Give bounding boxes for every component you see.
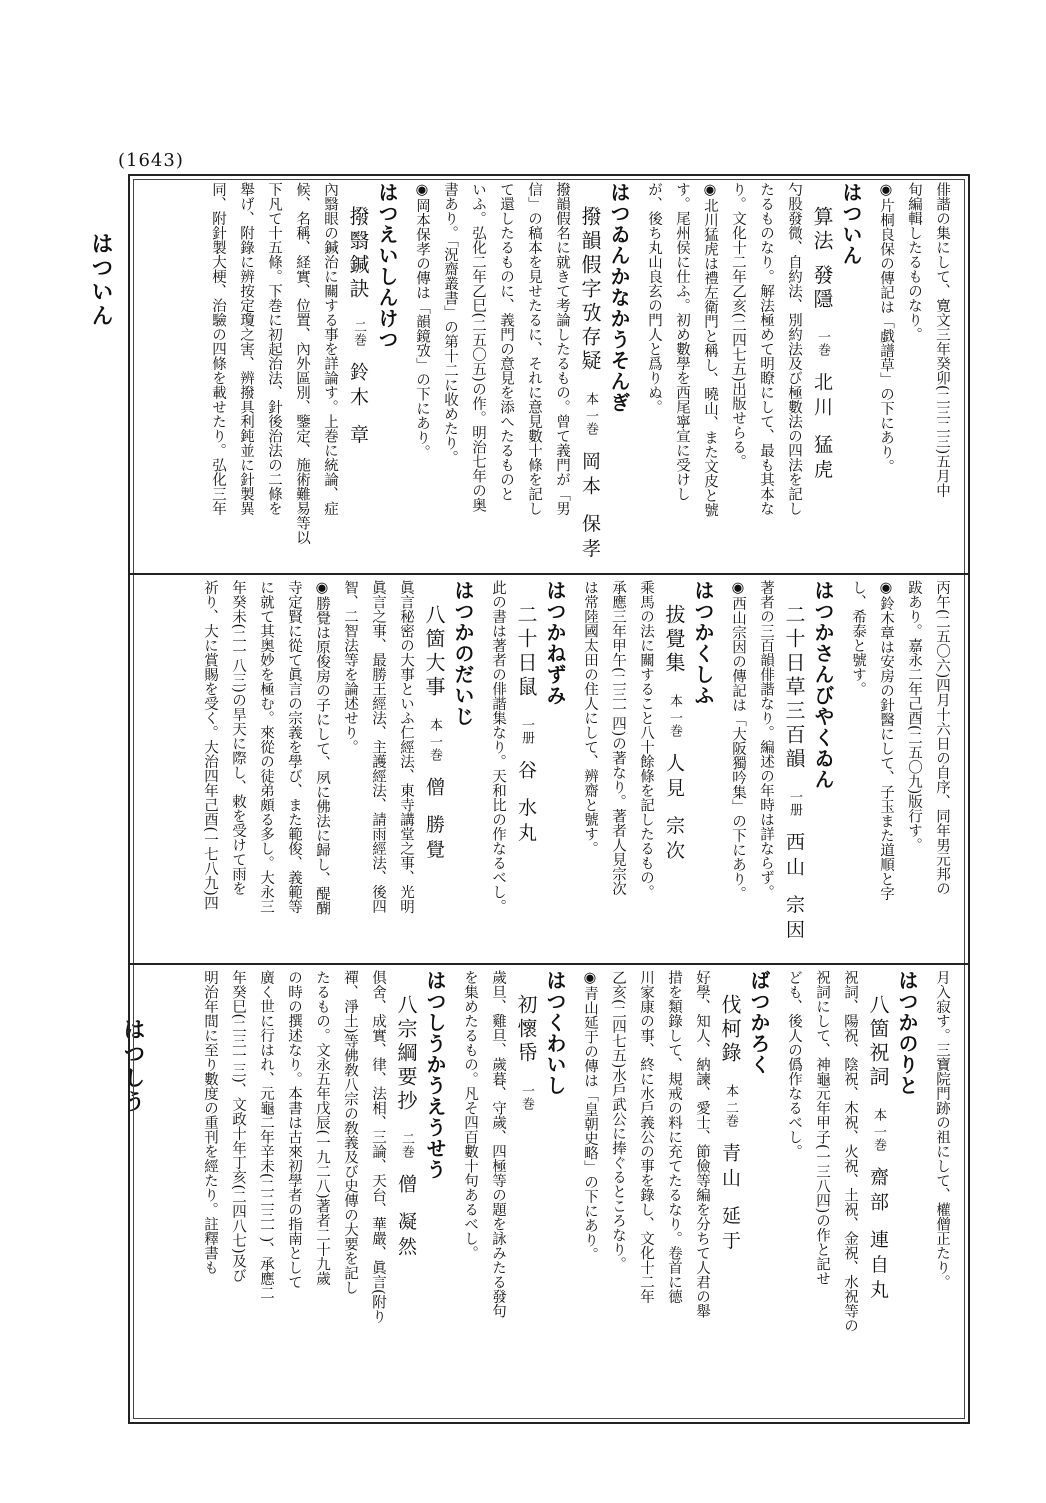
- body-line: 信」の稿本を見せたるに、それに意見數十條を記し: [526, 182, 542, 516]
- entry-volumes: 二巻: [351, 320, 366, 346]
- body-line: 舉げ、附錄に辨按定瓊之害、辨撥具利鈍並に針製異: [238, 182, 254, 516]
- entry-title-row: [344, 182, 373, 568]
- body-line: し、希泰と號す。: [850, 580, 866, 696]
- body-line: が、後ち丸山良玄の門人と爲りぬ。: [646, 182, 662, 414]
- entry-title-row: [864, 970, 893, 1418]
- body-line: 廣く世に行はれ、元龜二年辛未(二二三一)、承應二: [258, 970, 274, 1301]
- body-line: 旬編輯したるものなり。: [906, 182, 922, 342]
- entry-title: 二十日草三百韻: [782, 604, 806, 772]
- entry-title-row: [392, 970, 421, 1418]
- body-line: に就て其奥妙を極む。來從の徒弟頗る多し。大永三: [258, 580, 274, 914]
- body-line: 下凡て十五條。下巻に初起治法、針後治法の二條を: [266, 182, 282, 516]
- entry-heading: はついん: [839, 182, 863, 266]
- dictionary-entry: [640, 182, 866, 568]
- dictionary-entry: [456, 970, 570, 1418]
- entry-title: 拔覺集: [662, 604, 686, 676]
- body-line: ◉鈴木章は安房の針醫にして、子玉また道順と字: [878, 580, 894, 901]
- body-line: り。文化十二年乙亥(二四七五)出版せらる。: [730, 182, 746, 469]
- band-divider: [128, 573, 970, 575]
- entry-title: 八箇大事: [422, 604, 446, 700]
- entry-volumes: 本 一巻: [667, 694, 682, 738]
- entry-volumes: 本 一巻: [427, 718, 442, 762]
- entry-author: 青山 延于: [719, 1143, 741, 1256]
- body-line: 祈り、大に賞賜を受く。大治四年己酉(一七八九)四: [202, 580, 218, 911]
- body-line: ◉勝覺は原俊房の子にして、夙に佛法に歸し、醍醐: [314, 580, 330, 915]
- body-line: 明治年間に至り數度の重刊を經たり。註釋書も: [202, 970, 218, 1275]
- entry-heading: はつえいしんけつ: [375, 182, 399, 350]
- entry-author: 北川 猛虎: [811, 372, 833, 485]
- body-line: 智、二智法等を論述せり。: [342, 580, 358, 754]
- body-line: を集めたるもの。凡そ四百數十句あるべし。: [462, 970, 478, 1260]
- body-line: 內翳眼の鍼治に關する事を詳論す。上巻に統論、症: [322, 182, 338, 516]
- body-line: 年癸未(二一八三)の旱天に際し、敕を受けて雨を: [230, 580, 246, 896]
- entry-volumes: 本 一巻: [871, 1108, 886, 1152]
- body-line: 措を類錄して、規戒の料に充てたるなり。卷首に德: [666, 970, 682, 1304]
- entry-heading: はつゐんかなかうそんぎ: [607, 182, 631, 413]
- entry-author: 僧 凝然: [395, 1174, 417, 1262]
- entry-title-row: [512, 580, 541, 958]
- continued-text: [872, 182, 956, 568]
- entry-author: 鈴木 章: [347, 362, 369, 450]
- body-line: 勺股發微、自約法、別約法及び極數法の四法を記し: [786, 182, 802, 516]
- entry-volumes: 一册: [787, 790, 802, 816]
- band-top: [142, 182, 956, 568]
- band-divider: [128, 963, 970, 965]
- entry-title-row: [808, 182, 837, 568]
- entry-title: 撥翳鍼訣: [346, 206, 370, 302]
- band-middle: [142, 580, 956, 958]
- dictionary-entry: [196, 970, 450, 1418]
- entry-author: 人見 宗次: [663, 753, 685, 866]
- body-line: ◉北川猛虎は禮左衛門と稱し、曉山、また文皮と號: [702, 182, 718, 517]
- body-line: す。尾州侯に仕ふ。初め數學を西尾寧宣に受けし: [674, 182, 690, 501]
- body-line: 跋あり。嘉永二年己酉(二五〇九)版行す。: [906, 580, 922, 853]
- dictionary-entry: [484, 580, 570, 958]
- entry-heading: ばつかろく: [747, 970, 771, 1075]
- body-line: 此の書は著者の俳諧集なり。天和比の作なるべし。: [490, 580, 506, 914]
- body-line: 禪、淨土)等佛敎八宗の敎義及び史傳の大要を記し: [342, 970, 358, 1295]
- entry-author: 谷 水丸: [515, 760, 537, 848]
- entry-author: 西山 宗因: [783, 832, 805, 945]
- body-line: 歲旦、雞旦、歲暮、守歲、四極等の題を詠みたる發句: [490, 970, 506, 1318]
- body-line: ども、後人の僞作なるべし。: [786, 970, 802, 1159]
- body-line: 眞言秘密の大事といふ仁經法、東寺講堂之事、光明: [398, 580, 414, 914]
- body-line: 祝詞にして、神龜元年甲子(一三八四)の作と記せ: [814, 970, 830, 1286]
- entry-title: 八宗綱要抄: [394, 994, 418, 1114]
- entry-heading: はつかねずみ: [543, 580, 567, 706]
- body-line: 撥韻假名に就きて考論したるもの。曾て義門が「男: [554, 182, 570, 516]
- body-line: 候、名稱、経實、位置、內外區別、鑒定、施術難易等以: [294, 182, 310, 545]
- dictionary-entry: [196, 580, 478, 958]
- entry-heading: はつかさんびやくゐん: [811, 580, 835, 790]
- body-line: 書あり。「況齋叢書」の第十二に收めたり。: [442, 182, 458, 465]
- body-line: 同、附針製大梗、治驗の四條を載せたり。弘化三年: [210, 182, 226, 516]
- entry-title-row: [780, 580, 809, 958]
- entry-title: 撥韻假字攷存疑: [578, 206, 602, 374]
- entry-title-row: [576, 182, 605, 568]
- entry-volumes: 本 一巻: [583, 392, 598, 436]
- body-line: たるものなり。解法極めて明瞭にして、最も其本な: [758, 182, 774, 516]
- body-line: 俱舍、成實、律、法相、三論、天台、華嚴、眞言(附り: [370, 970, 386, 1324]
- entry-title: 初懷帋: [514, 994, 538, 1066]
- body-line: いふ。弘化二年乙巳(二五〇五)の作。明治七年の奥: [470, 182, 486, 513]
- body-line: 寺定賢に從て眞言の宗義を學び、また範俊、義範等: [286, 580, 302, 914]
- continued-text: [844, 580, 956, 958]
- entry-title: 八箇祝詞: [866, 994, 890, 1090]
- entry-volumes: 二巻: [399, 1132, 414, 1158]
- entry-heading: はつかのだいじ: [451, 580, 475, 727]
- dictionary-entry: [204, 182, 402, 568]
- body-line: 承應三年甲午(二三一四)の著なり。著者人見宗次: [610, 580, 626, 896]
- body-line: たるもの。文永五年戊辰(一九二八)著者二十九歲: [314, 970, 330, 1286]
- entry-heading: はつかのりと: [895, 970, 919, 1096]
- dictionary-entry: [724, 580, 838, 958]
- entry-title-row: [512, 970, 541, 1418]
- body-line: 俳諧の集にして、寛文三年癸卯(二三二三)五月中: [934, 182, 950, 498]
- body-line: 月入寂す。三寶院門跡の祖にして、權僧正たり。: [934, 970, 950, 1289]
- dictionary-entry: [576, 970, 774, 1418]
- dictionary-entry: [576, 580, 718, 958]
- entry-volumes: 一册: [519, 718, 534, 744]
- body-line: 乘馬の法に關すること八十餘條を記したるもの。: [638, 580, 654, 899]
- entry-title-row: [660, 580, 689, 958]
- body-line: ◉岡本保孝の傳は「韻鏡攷」の下にあり。: [414, 182, 430, 459]
- body-line: ◉西山宗因の傳記は「大阪獨吟集」の下にあり。: [730, 580, 746, 901]
- body-line: 祝詞、陽祝、陰祝、木祝、火祝、土祝、金祝、水祝等の: [842, 970, 858, 1333]
- entry-title: 算法 發隱: [810, 206, 834, 313]
- entry-author: 僧 勝覺: [423, 777, 445, 865]
- entry-author: 岡本 保孝: [579, 451, 601, 564]
- body-line: ◉青山延于の傳は「皇朝史略」の下にあり。: [582, 970, 598, 1262]
- entry-volumes: 本 二巻: [723, 1084, 738, 1128]
- body-line: は常陸國太田の住人にして、辨齋と號す。: [582, 580, 598, 856]
- entry-title: 二十日鼠: [514, 604, 538, 700]
- side-label-top: はついん: [88, 232, 114, 328]
- body-line: 好學、知人、納諫、愛士、節儉等編を分ちて人君の舉: [694, 970, 710, 1318]
- entry-title-row: [716, 970, 745, 1418]
- entry-title: 伐柯錄: [718, 994, 742, 1066]
- body-line: 著者の三百韻俳諧なり。編述の年時は詳ならず。: [758, 580, 774, 899]
- entry-heading: はつくわいし: [543, 970, 567, 1096]
- side-label-bottom: はつしう: [120, 1018, 146, 1114]
- entry-heading: はつかくしふ: [691, 580, 715, 706]
- entry-author: 齋部 連自丸: [867, 1167, 889, 1305]
- body-line: 眞言之事、最勝王經法、主護經法、請雨經法、後四: [370, 580, 386, 914]
- body-line: て還したるものに、義門の意見を添へたるものと: [498, 182, 514, 501]
- body-line: ◉片桐良保の傳記は「戯譜草」の下にあり。: [878, 182, 894, 474]
- entry-volumes: 一巻: [815, 330, 830, 357]
- continued-text: [928, 970, 956, 1418]
- dictionary-entry: [780, 970, 922, 1418]
- body-line: 年癸巳(二三一三)、文政十年丁亥(二四八七)及び: [230, 970, 246, 1283]
- body-line: の時の撰述なり。本書は古來初學者の指南として: [286, 970, 302, 1289]
- entry-heading: はつしうかうえうせう: [423, 970, 447, 1180]
- dictionary-entry: [408, 182, 634, 568]
- body-line: 川家康の事、終に水戶義公の事を錄し、文化十二年: [638, 970, 654, 1304]
- entry-volumes: 一巻: [519, 1084, 534, 1110]
- page-number: (1643): [118, 150, 184, 171]
- entry-title-row: [420, 580, 449, 958]
- body-line: 丙午(二五〇六)四月十六日の自序、同年男元邦の: [934, 580, 950, 896]
- band-bottom: [142, 970, 956, 1418]
- body-line: 乙亥(二四七五)水戶武公に捧ぐるところなり。: [610, 970, 626, 1272]
